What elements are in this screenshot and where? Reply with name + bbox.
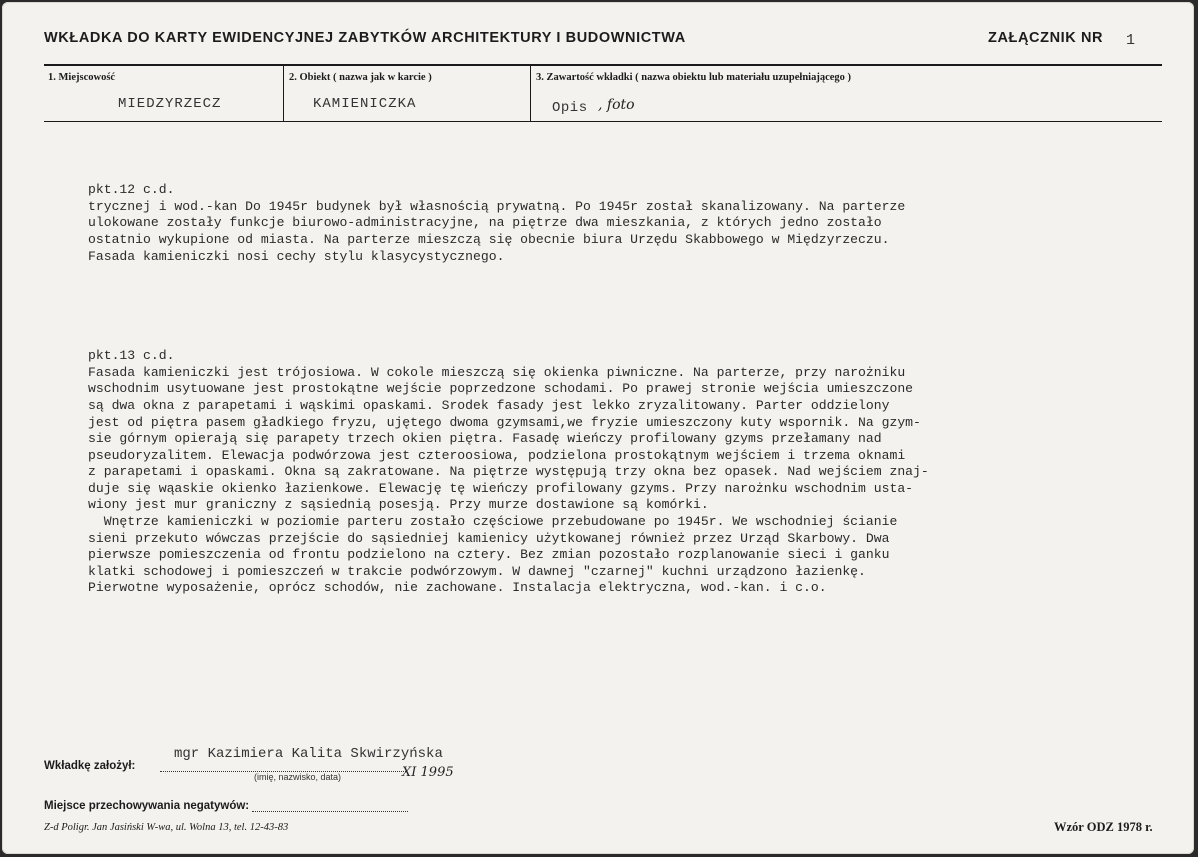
description-part-1 [88,182,1178,265]
text-line: Pierwotne wyposażenie, oprócz schodów, nie zachowane. Instalacja elektryczna, wod.-kan. i c.o. [88,580,827,596]
date-handwritten: XI 1995 [402,765,454,780]
content-label: 3. Zawartość wkładki ( nazwa obiektu lub materiału uzupełniającego ) [536,72,852,83]
record-card [2,2,1194,854]
text-line: pkt.13 c.d. [88,348,175,364]
negatives-label: Miejsce przechowywania negatywów: [44,800,250,812]
text-line: ostatnio wykupione od miasta. Na parterze mieszczą się obecnie biura Urzędu Skabbowego w Międzyrzeczu. [88,231,890,247]
author-name: mgr Kazimiera Kalita Skwirzyńska [174,746,443,762]
text-line: Wnętrze kamieniczki w poziomie parteru zostało częściowe przebudowane po 1945r. We wschodniej ścianie [88,514,898,530]
text-line: jest od piętra pasem gładkiego fryzu, ujętego dwoma gzymsami,we fryzie umieszczony kuty wspornik. Na gzym- [88,414,921,430]
description-text [88,149,1178,630]
author-hint: (imię, nazwisko, data) [254,772,342,782]
text-line: są dwa okna z parapetami i wąskimi opaskami. Srodek fasady jest lekko zryzalitowany. Parter oddzielony [88,397,890,413]
text-line: sieni przekuto wówczas przejście do sąsiedniej kamienicy użytkowanej również przez Urząd Skarbowy. Dwa [88,530,890,546]
author-label: Wkładkę założył: [44,760,136,772]
attachment-label: ZAŁĄCZNIK NR [988,30,1104,46]
text-line: klatki schodowej i pomieszczeń w trakcie podwórzowym. W dawnej "czarnej" kuchni urządzono łazienkę. [88,563,866,579]
text-line: trycznej i wod.-kan Do 1945r budynek był własnością prywatną. Po 1945r został skanalizowany. Na parterze [88,198,906,214]
locality-value: MIEDZYRZECZ [118,96,222,112]
field-divider-1 [283,66,284,121]
text-line: pseudoryzalitem. Elewacja podwórzowa jest czteroosiowa, podzielona prostokątnym wejściem i trzema oknami [88,447,906,463]
text-line: pierwsze pomieszczenia od frontu podzielono na cztery. Bez zmian pozostało rozplanowanie sieci i ganku [88,547,890,563]
header-top-rule [44,64,1162,66]
form-title: WKŁADKA DO KARTY EWIDENCYJNEJ ZABYTKÓW ARCHITEKTURY I BUDOWNICTWA [44,30,686,46]
text-line: pkt.12 c.d. [88,182,175,198]
locality-label: 1. Miejscowość [48,72,116,83]
object-value: KAMIENICZKA [313,96,417,112]
text-line: Fasada kamieniczki nosi cechy stylu klasycystycznego. [88,248,505,264]
attachment-number: 1 [1126,32,1136,49]
text-line: wschodnim usytuowane jest prostokątne wejście poprzedzone schodami. Po prawej stronie wejścia umieszczone [88,381,914,397]
negatives-dotted-line [252,811,408,812]
text-line: sie górnym opierają się parapety trzech okien piętra. Fasadę wieńczy profilowany gzyms przełamany nad [88,431,882,447]
object-label: 2. Obiekt ( nazwa jak w karcie ) [289,72,432,83]
text-line: z parapetami i opaskami. Okna są zakratowane. Na piętrze występują trzy okna bez opasek. Nad wejściem znaj- [88,464,929,480]
content-value: Opis [552,100,588,116]
form-version: Wzór ODZ 1978 r. [1054,820,1153,834]
text-line: Fasada kamieniczki jest trójosiowa. W cokole mieszczą się okienka piwniczne. Na parterze, przy narożniku [88,364,906,380]
description-part-2 [88,348,1178,597]
text-line: duje się wąaskie okienko łazienkowe. Elewację tę wieńczy profilowany gzyms. Przy narożnku wschodnim usta- [88,480,914,496]
content-handwritten: , foto [598,97,635,113]
text-line: wiony jest mur graniczny z sąsiednią posesją. Przy murze dostawione są komórki. [88,497,709,513]
header-bottom-rule [44,121,1162,122]
printer-info: Z-d Poligr. Jan Jasiński W-wa, ul. Wolna 13, tel. 12-43-83 [44,822,289,833]
field-divider-2 [530,66,531,121]
text-line: ulokowane zostały funkcje biurowo-administracyjne, na piętrze dwa mieszkania, z których jedno zostało [88,215,882,231]
